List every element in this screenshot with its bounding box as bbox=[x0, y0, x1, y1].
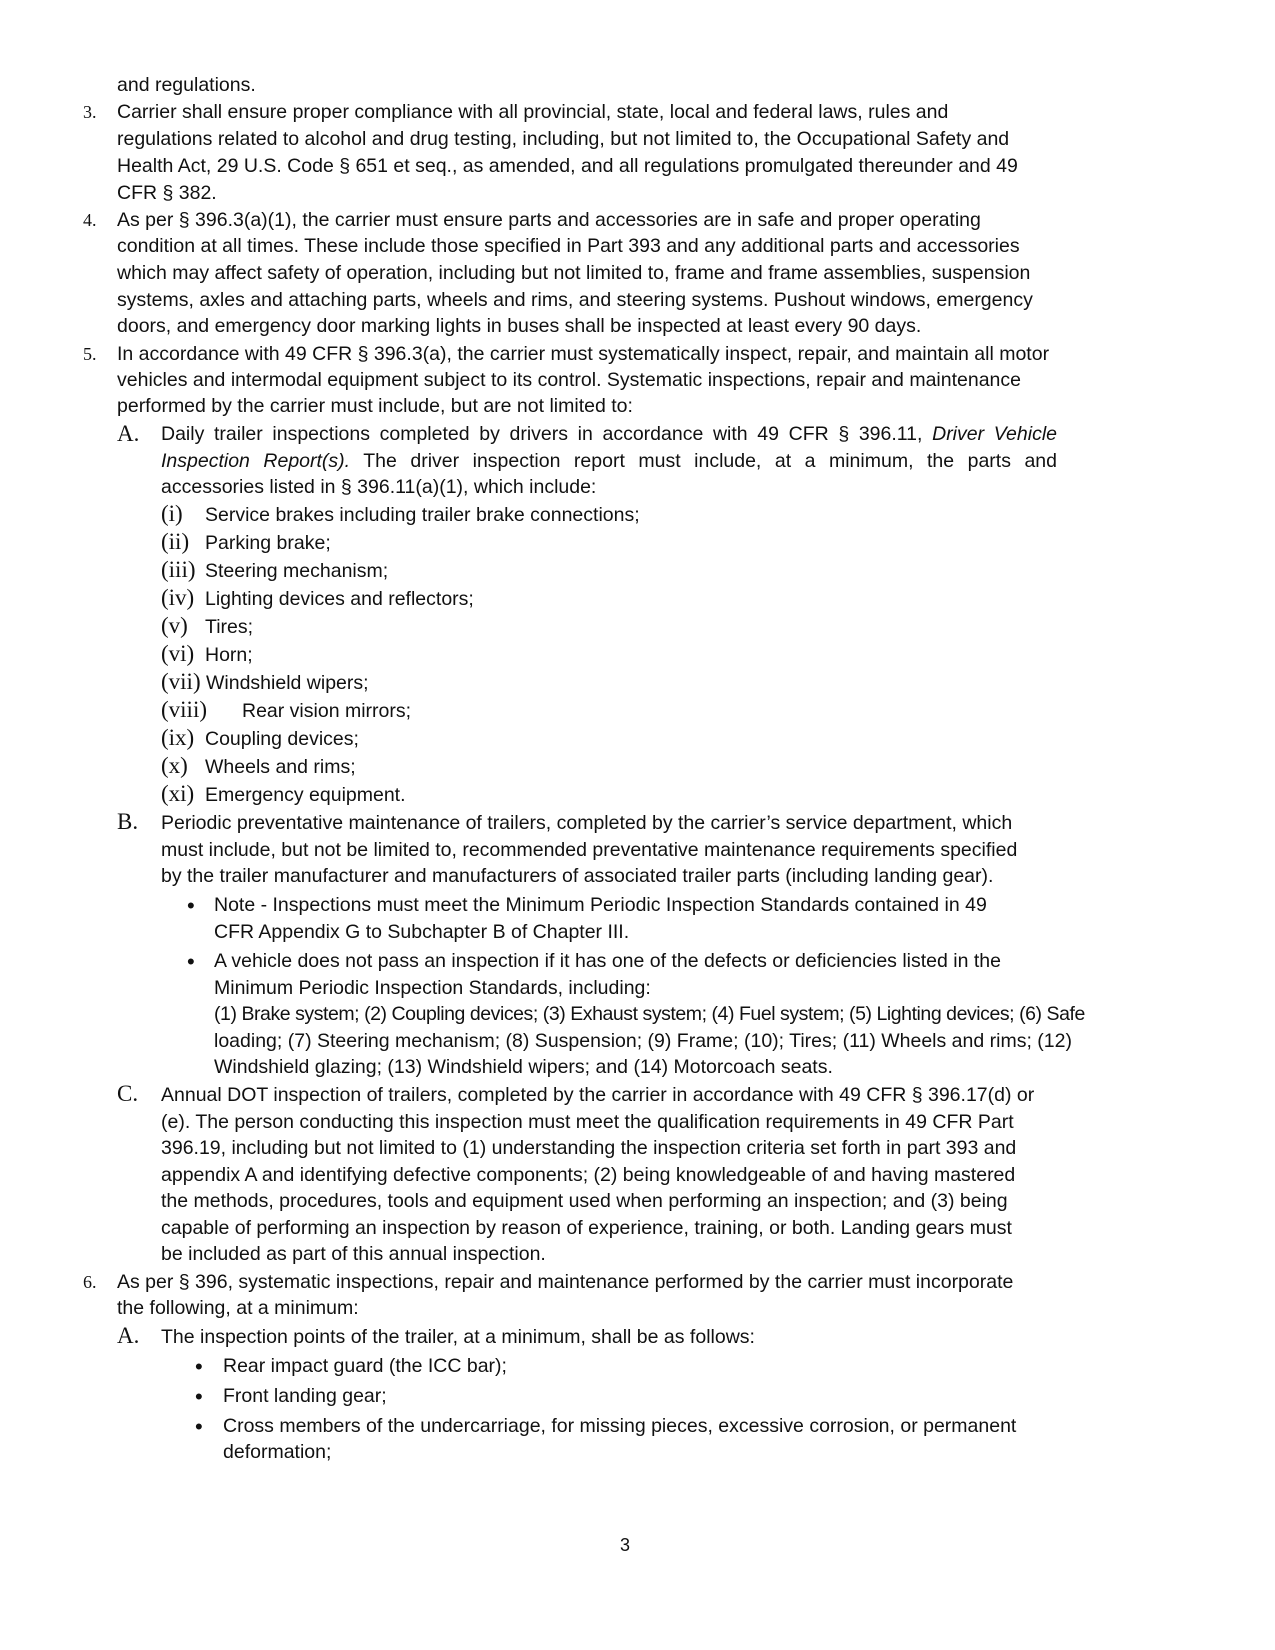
item-5c-line: capable of performing an inspection by reason of experience, training, or both. Landing gears must bbox=[161, 1217, 1012, 1239]
bullet-icon: • bbox=[195, 1354, 203, 1379]
item-5-number: 5. bbox=[83, 344, 97, 364]
item-5a-line: accessories listed in § 396.11(a)(1), which include: bbox=[161, 476, 597, 498]
inspection-point-item: Cross members of the undercarriage, for missing pieces, excessive corrosion, or permanent bbox=[223, 1415, 1017, 1437]
roman-numeral: (vii) bbox=[161, 669, 201, 694]
inspection-part-item: Windshield wipers; bbox=[206, 672, 369, 694]
item-5c-line: the methods, procedures, tools and equipment used when performing an inspection; and (3) being bbox=[161, 1190, 1008, 1212]
continuation-text: and regulations. bbox=[117, 74, 256, 96]
page-number: 3 bbox=[620, 1535, 631, 1555]
item-4-line: doors, and emergency door marking lights in buses shall be inspected at least every 90 days. bbox=[117, 315, 922, 337]
item-6a-line: The inspection points of the trailer, at a minimum, shall be as follows: bbox=[161, 1326, 755, 1348]
item-5c-line: 396.19, including but not limited to (1) understanding the inspection criteria set forth in part 393 and bbox=[161, 1137, 1017, 1159]
inspection-part-item: Wheels and rims; bbox=[205, 756, 356, 778]
inspection-part-item: Horn; bbox=[205, 644, 253, 666]
inspection-part-item: Rear vision mirrors; bbox=[242, 700, 412, 722]
bullet-icon: • bbox=[195, 1414, 203, 1439]
item-3-line: Health Act, 29 U.S. Code § 651 et seq., as amended, and all regulations promulgated thereunder and 49 bbox=[117, 155, 1018, 177]
roman-numeral: (ix) bbox=[161, 725, 195, 750]
item-4-line: which may affect safety of operation, including but not limited to, frame and frame assemblies, suspension bbox=[117, 262, 1031, 284]
item-5b-defects-line: Minimum Periodic Inspection Standards, including: bbox=[214, 977, 651, 999]
item-5b-note-line: CFR Appendix G to Subchapter B of Chapter III. bbox=[214, 921, 630, 943]
item-5b-defects-line: A vehicle does not pass an inspection if it has one of the defects or deficiencies listed in the bbox=[214, 950, 1001, 972]
inspection-point-item: Rear impact guard (the ICC bar); bbox=[223, 1355, 507, 1377]
item-5c-line: appendix A and identifying defective components; (2) being knowledgeable of and having mastered bbox=[161, 1164, 1016, 1186]
item-3-number: 3. bbox=[83, 102, 97, 122]
item-5c-line: be included as part of this annual inspection. bbox=[161, 1243, 546, 1265]
item-5c-line: (e). The person conducting this inspection must meet the qualification requirements in 49 CFR Part bbox=[161, 1111, 1014, 1133]
item-5-line: In accordance with 49 CFR § 396.3(a), the carrier must systematically inspect, repair, and maintain all motor bbox=[117, 343, 1050, 365]
item-5b-line: by the trailer manufacturer and manufacturers of associated trailer parts (including landing gear). bbox=[161, 865, 994, 887]
inspection-part-item: Tires; bbox=[205, 616, 254, 638]
item-5b-defects-line: loading; (7) Steering mechanism; (8) Suspension; (9) Frame; (10); Tires; (11) Wheels and rims; (12) bbox=[214, 1030, 1072, 1052]
item-6-line: As per § 396, systematic inspections, repair and maintenance performed by the carrier must incorporate bbox=[117, 1271, 1014, 1293]
roman-numeral: (iv) bbox=[161, 585, 195, 610]
item-3-line: regulations related to alcohol and drug testing, including, but not limited to, the Occupational Safety and bbox=[117, 128, 1010, 150]
bullet-icon: • bbox=[187, 893, 195, 918]
item-5a-letter: A. bbox=[117, 421, 140, 446]
item-5b-defects-line: Windshield glazing; (13) Windshield wipers; and (14) Motorcoach seats. bbox=[214, 1056, 833, 1078]
item-4-number: 4. bbox=[83, 210, 97, 230]
item-5b-defects-line: (1) Brake system; (2) Coupling devices; (3) Exhaust system; (4) Fuel system; (5) Lighting devices; (6) Safe bbox=[214, 1003, 1085, 1025]
inspection-part-item: Parking brake; bbox=[205, 532, 331, 554]
item-6a-letter: A. bbox=[117, 1323, 140, 1348]
item-5a-line1-prefix: Daily trailer inspections completed by drivers in accordance with 49 CFR § 396.11, bbox=[161, 423, 923, 445]
item-4-line: As per § 396.3(a)(1), the carrier must ensure parts and accessories are in safe and proper operating bbox=[117, 209, 981, 231]
inspection-part-item: Lighting devices and reflectors; bbox=[205, 588, 474, 610]
item-4-line: condition at all times. These include those specified in Part 393 and any additional parts and accessories bbox=[117, 235, 1020, 257]
item-5a-line2-rest: The driver inspection report must include, at a minimum, the parts and bbox=[363, 450, 1057, 472]
inspection-point-item: deformation; bbox=[223, 1441, 332, 1463]
item-3-line: Carrier shall ensure proper compliance with all provincial, state, local and federal laws, rules and bbox=[117, 101, 949, 123]
item-5a-line2-italic: Inspection Report(s). bbox=[161, 450, 351, 472]
inspection-part-item: Coupling devices; bbox=[205, 728, 359, 750]
roman-numeral: (i) bbox=[161, 501, 183, 526]
item-6-line: the following, at a minimum: bbox=[117, 1297, 359, 1319]
item-6-number: 6. bbox=[83, 1272, 97, 1292]
item-5b-note-line: Note - Inspections must meet the Minimum Periodic Inspection Standards contained in 49 bbox=[214, 894, 987, 916]
roman-numeral: (iii) bbox=[161, 557, 196, 582]
roman-numeral: (viii) bbox=[161, 697, 207, 722]
item-5a-line bbox=[161, 448, 1057, 475]
bullet-icon: • bbox=[195, 1384, 203, 1409]
item-5-line: performed by the carrier must include, but are not limited to: bbox=[117, 395, 633, 417]
roman-numeral: (ii) bbox=[161, 529, 190, 554]
item-5c-letter: C. bbox=[117, 1081, 139, 1106]
bullet-icon: • bbox=[187, 949, 195, 974]
inspection-part-item: Steering mechanism; bbox=[205, 560, 389, 582]
roman-numeral: (v) bbox=[161, 613, 188, 638]
item-5b-line: Periodic preventative maintenance of trailers, completed by the carrier’s service department, which bbox=[161, 812, 1013, 834]
roman-numeral: (vi) bbox=[161, 641, 195, 666]
inspection-part-item: Service brakes including trailer brake connections; bbox=[205, 504, 640, 526]
item-5-line: vehicles and intermodal equipment subject to its control. Systematic inspections, repair and maintenance bbox=[117, 369, 1021, 391]
item-3-line: CFR § 382. bbox=[117, 182, 217, 204]
item-5b-letter: B. bbox=[117, 809, 139, 834]
item-4-line: systems, axles and attaching parts, wheels and rims, and steering systems. Pushout windows, emergency bbox=[117, 289, 1033, 311]
item-5a-line1-italic: Driver Vehicle bbox=[932, 423, 1057, 445]
inspection-point-item: Front landing gear; bbox=[223, 1385, 387, 1407]
roman-numeral: (x) bbox=[161, 753, 188, 778]
item-5c-line: Annual DOT inspection of trailers, completed by the carrier in accordance with 49 CFR § 396.17(d) or bbox=[161, 1084, 1035, 1106]
item-5b-line: must include, but not be limited to, recommended preventative maintenance requirements specified bbox=[161, 839, 1018, 861]
roman-numeral: (xi) bbox=[161, 781, 195, 806]
inspection-part-item: Emergency equipment. bbox=[205, 784, 406, 806]
item-5a-line bbox=[161, 421, 1057, 448]
